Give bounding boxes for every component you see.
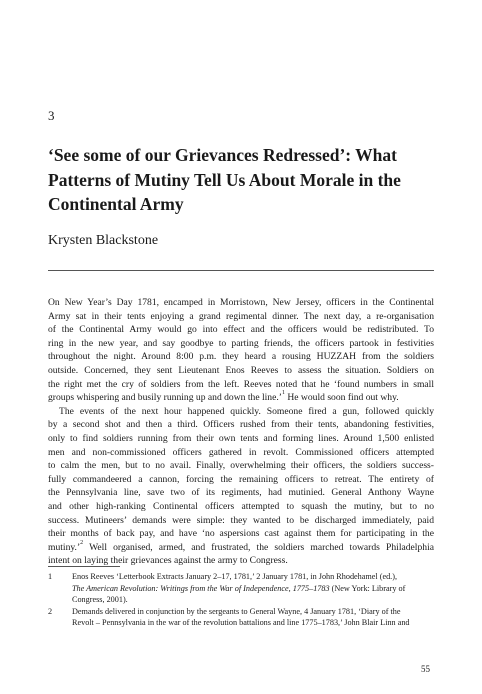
text-line: men and non-commissioned officers gathered in revolt. Commissioned officers attempted — [48, 446, 434, 458]
footnote — [48, 571, 434, 606]
footnote-line: Enos Reeves ‘Letterbook Extracts January 2–17, 1781,’ 2 January 1781, in John Rhodehamel (ed.), — [72, 572, 397, 581]
text-fragment: groups whispering and busily running up and down the line.’ — [48, 392, 282, 404]
author-name: Krysten Blackstone — [48, 233, 159, 248]
chapter-title-line: Continental Army — [48, 194, 184, 214]
text-line: The events of the next hour happened quickly. Someone fired a gun, followed quickly — [59, 405, 434, 417]
footnote-number: 1 — [48, 572, 53, 581]
footnote-divider — [48, 566, 120, 567]
book-title: The American Revolution: Writings from the War of Independence, 1775–1783 — [72, 583, 330, 593]
footnote-ref-1[interactable]: 1 — [281, 390, 285, 397]
text-line: by a second shot and then a third. Officers rushed from their tents, abandoning festivities, — [48, 419, 434, 431]
text-line: success. Mutineers’ demands were simple: they wanted to be discharged immediately, paid — [48, 514, 434, 526]
text-line: of the Continental Army would go into effect and the officers would be redistributed. To — [48, 324, 434, 336]
text-fragment: (New York: Library of — [329, 583, 406, 593]
chapter-number: 3 — [48, 108, 55, 123]
text-line: only to find soldiers running from their own tents and forming lines. Around 1,500 enlisted — [48, 432, 434, 444]
footnote-line — [72, 583, 434, 595]
text-line: the Pennsylvania line, save two of its regiments, had mutinied. General Anthony Wayne — [48, 487, 434, 499]
chapter-title-line: Patterns of Mutiny Tell Us About Morale in the — [48, 169, 401, 190]
footnote-line: Demands delivered in conjunction by the sergeants to General Wayne, 4 January 1781, ‘Diary of the — [72, 606, 401, 616]
text-line — [48, 541, 434, 555]
title-divider — [48, 270, 434, 271]
footnote-ref-2[interactable]: 2 — [80, 539, 84, 546]
text-line: their months of back pay, and have ‘no aspersions cast against them for participating in the — [48, 528, 434, 540]
text-line: outside. Concerned, they sent Lieutenant Enos Reeves to assess the situation. Soldiers on — [48, 364, 434, 376]
body-text — [48, 296, 434, 568]
footnotes — [48, 571, 434, 629]
text-line: the right met the cry of soldiers from the left. Reeves noted that he ‘found numbers in small — [48, 378, 434, 390]
chapter-title-line: ‘See some of our Grievances Redressed’: What — [48, 145, 397, 165]
text-fragment: He would soon find out why. — [284, 392, 399, 404]
footnote-text — [72, 571, 434, 606]
page-number: 55 — [421, 664, 430, 674]
text-line: throughout the night. Around 8:00 p.m. they heard a rousing HUZZAH from the soldiers — [48, 351, 434, 363]
text-fragment: mutiny.’ — [48, 541, 81, 553]
text-line: to calm the men, but to no avail. Finally, overwhelming their officers, the soldiers success- — [48, 460, 434, 472]
text-line — [48, 391, 434, 405]
footnote — [48, 606, 434, 629]
text-line: On New Year’s Day 1781, encamped in Morristown, New Jersey, officers in the Continental — [48, 297, 434, 308]
text-line: ring in the new year, and say goodbye to parting friends, the officers partook in festivities — [48, 337, 434, 349]
text-line: Army sat in their tents enjoying a grand regimental dinner. The next day, a re-organisation — [48, 310, 434, 322]
footnote-text — [72, 606, 434, 629]
text-line: and other high-ranking Continental officers attempted to squash the mutiny, but to no — [48, 500, 434, 512]
footnote-number: 2 — [48, 606, 53, 616]
footnote-line: Congress, 2001). — [72, 595, 128, 605]
text-line: fully commandeered a cannon, forcing the remaining officers to retreat. The entirety of — [48, 473, 434, 485]
footnote-line: Revolt – Pennsylvania in the war of the revolution battalions and line 1775–1783,’ John Blair Linn and — [72, 618, 410, 628]
text-line: intent on laying their grievances against the army to Congress. — [48, 555, 288, 567]
text-fragment: Well organised, armed, and frustrated, the soldiers marched towards Philadelphia — [83, 541, 434, 553]
chapter-title — [48, 143, 448, 217]
